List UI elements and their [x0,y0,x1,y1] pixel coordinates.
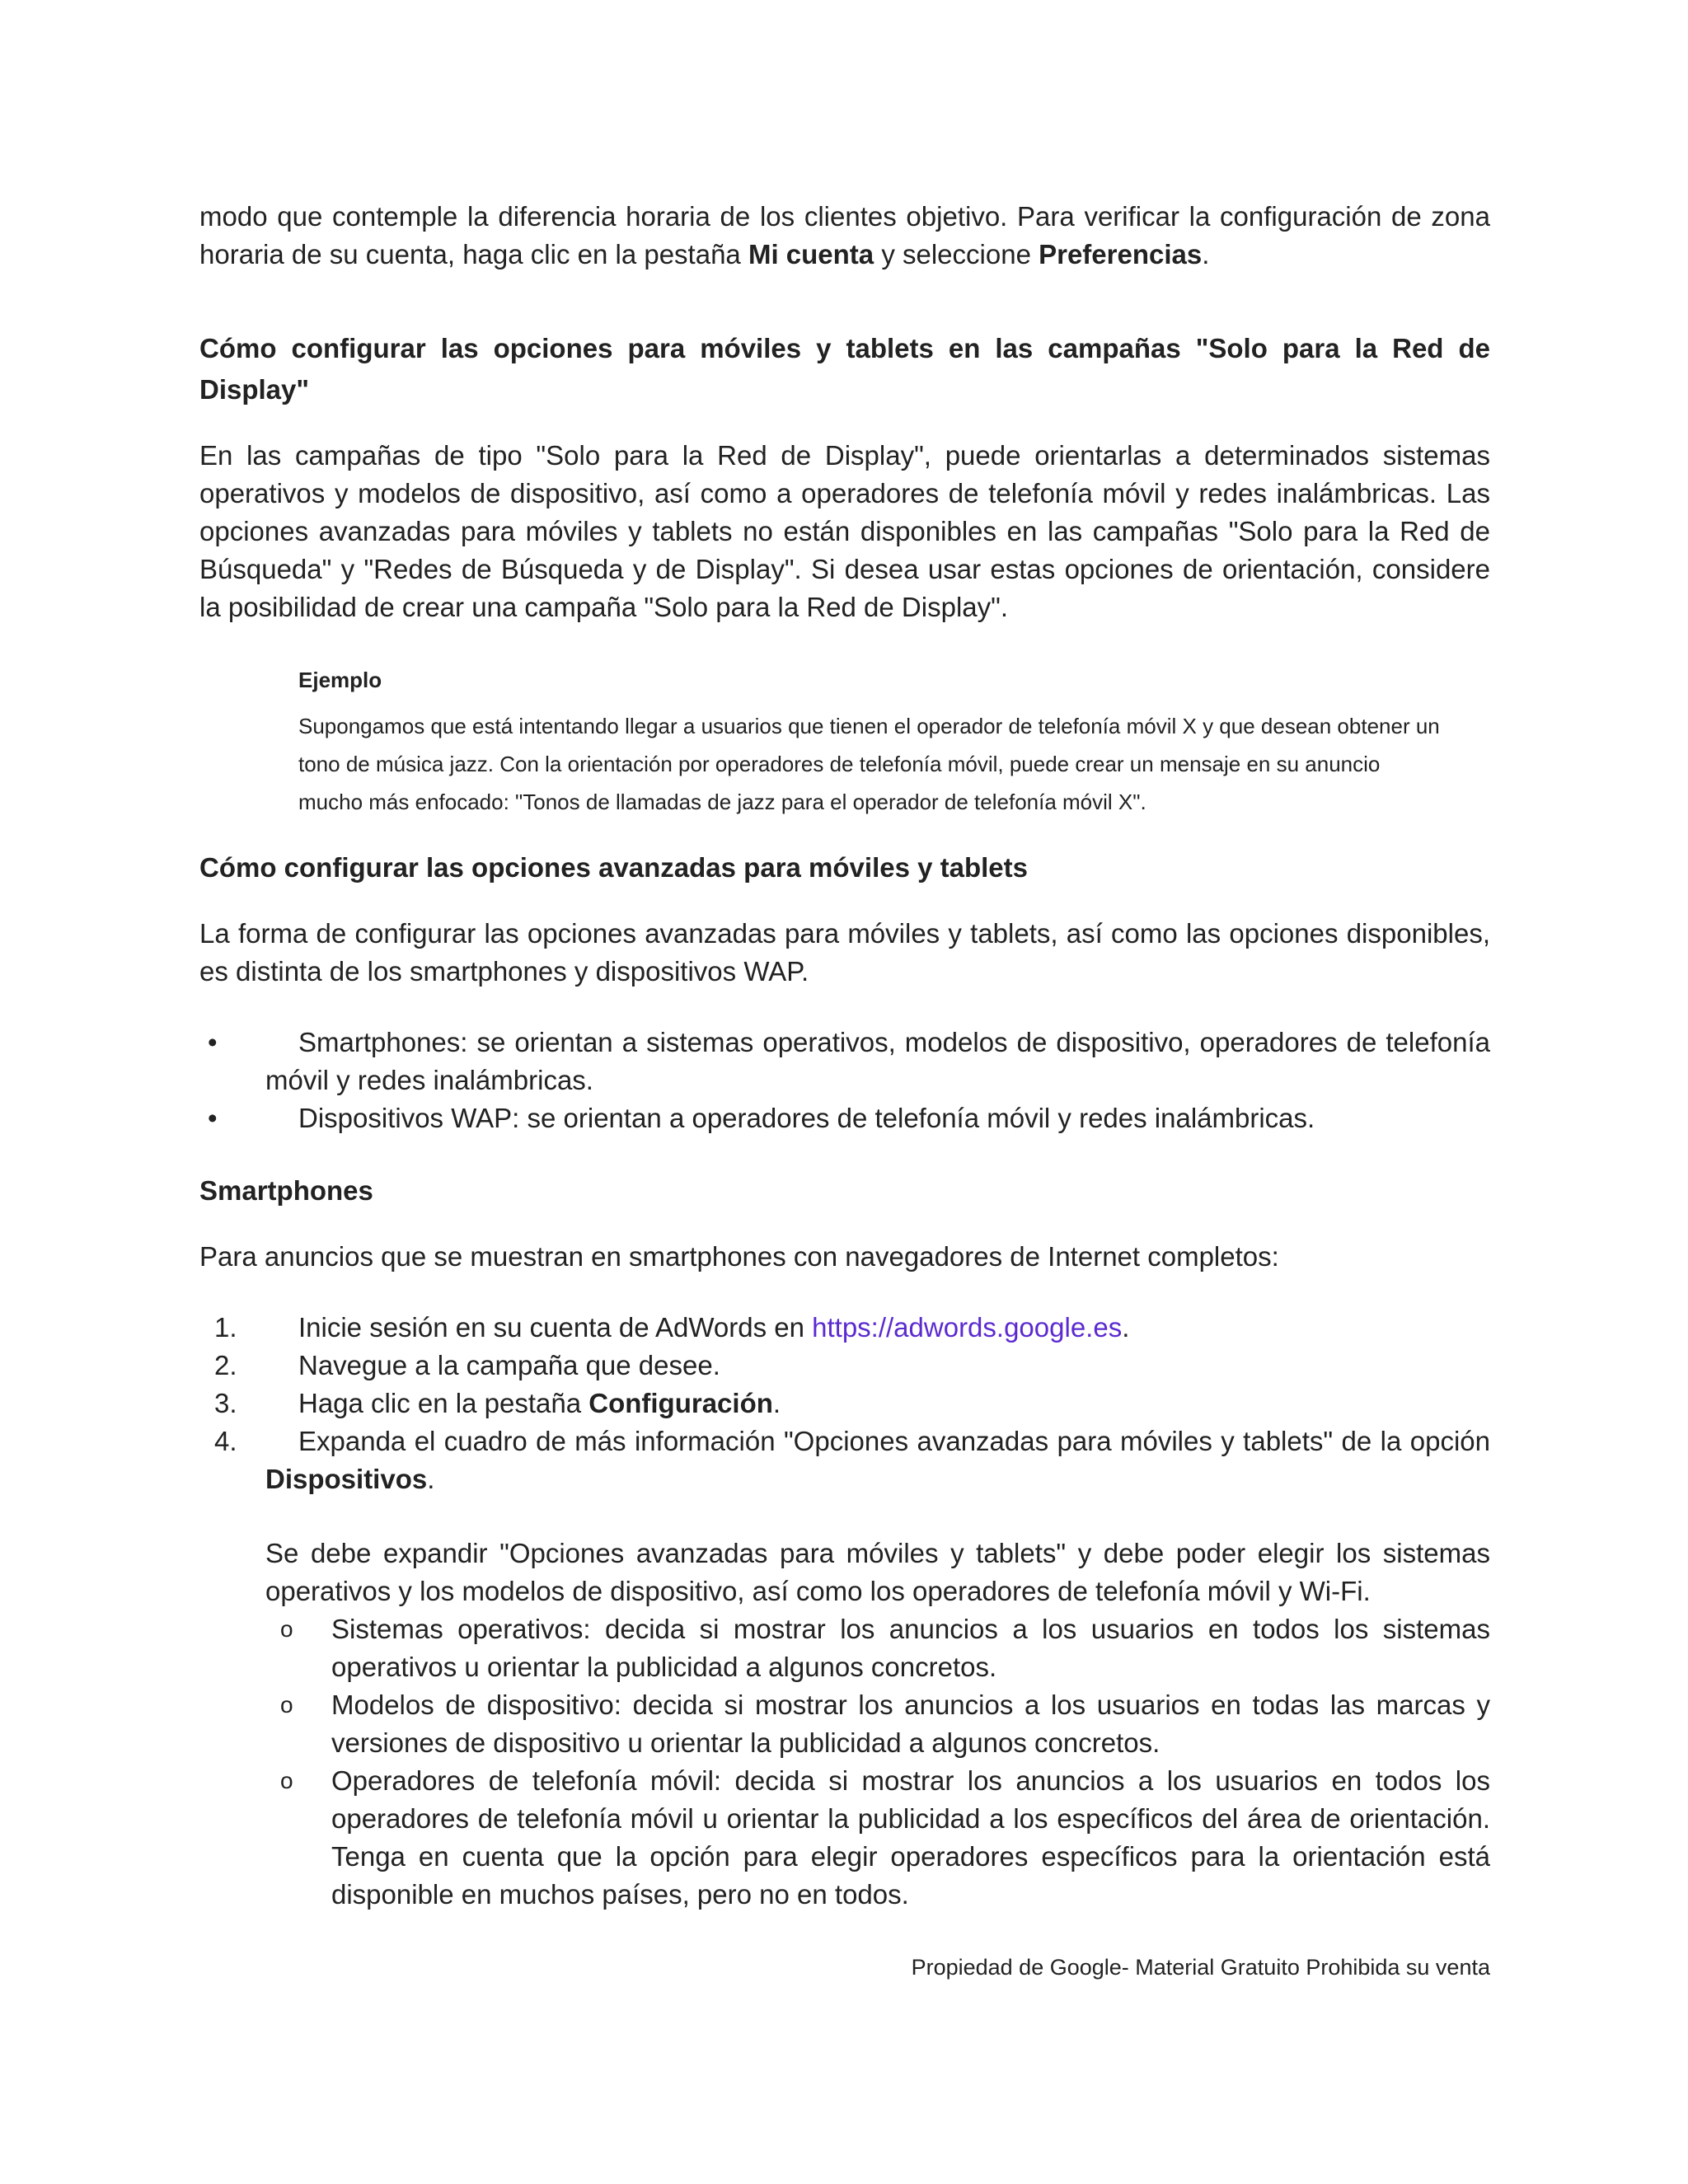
sub-bullet-models: Modelos de dispositivo: decida si mostrar los anuncios a los usuarios en todas las marcas y versiones de dispositivo u orientar la publicidad a algunos concretos. [331,1690,1490,1758]
step-text: Navegue a la campaña que desee. [298,1350,720,1380]
example-title: Ejemplo [298,668,382,692]
step-text-end: . [772,1388,781,1418]
step-text: Inicie sesión en su cuenta de AdWords en [298,1312,813,1343]
example-box [298,666,1448,821]
list-item [199,1099,1490,1137]
list-item [265,1686,1490,1762]
intro-text-2: y seleccione [874,239,1039,269]
heading-display-campaigns: Cómo configurar las opciones para móviles y tablets en las campañas "Solo para la Red de Display" [199,333,1490,405]
circle-bullet-icon: o [280,1692,293,1718]
bullet-text-smartphones: Smartphones: se orientan a sistemas operativos, modelos de dispositivo, operadores de telefonía móvil y redes inalámbricas. [265,1027,1490,1095]
step-text: Haga clic en la pestaña [298,1388,589,1418]
step-item [199,1422,1490,1498]
circle-bullet-icon: o [280,1768,293,1793]
step-item [199,1309,1490,1347]
bullet-icon: • [208,1027,218,1057]
list-item [265,1610,1490,1686]
heading-smartphones: Smartphones [199,1175,373,1206]
device-type-list [199,1024,1490,1137]
example-text: Supongamos que está intentando llegar a usuarios que tienen el operador de telefonía móvil X y que desean obtener un tono de música jazz. Con la orientación por operadores de telefonía móvil, puede crear un mensaje en su anuncio mucho más enfocado: "Tonos de llamadas de jazz para el operador de telefonía móvil X". [298,714,1440,814]
intro-bold-preferencias: Preferencias [1039,239,1203,269]
step-item [199,1385,1490,1422]
adwords-link[interactable]: https://adwords.google.es [812,1312,1123,1343]
page-footer: Propiedad de Google- Material Gratuito Prohibida su venta [911,1955,1490,1980]
bullet-icon: • [208,1103,218,1133]
step-bold-dispositivos: Dispositivos [265,1464,428,1494]
step-number: 2. [214,1350,237,1380]
heading-advanced-options: Cómo configurar las opciones avanzadas para móviles y tablets [199,852,1029,883]
step-text-end: . [1122,1312,1130,1343]
intro-text: modo que contemple la diferencia horaria de los clientes objetivo. Para verificar la configuración de zona horaria de su cuenta, haga clic en la pestaña [199,201,1490,269]
paragraph-display-campaigns: En las campañas de tipo "Solo para la Red de Display", puede orientarlas a determinados sistemas operativos y modelos de dispositivo, así como a operadores de telefonía móvil y redes inalámbricas. Las opciones avanzadas para móviles y tablets no están disponibles en las campañas "Solo para la Red de Búsqueda" y "Redes de Búsqueda y de Display". Si desea usar estas opciones de orientación, considere la posibilidad de crear una campaña "Solo para la Red de Display". [199,440,1490,622]
step-number: 4. [214,1426,237,1456]
document-page [199,198,1490,1914]
paragraph-smartphones: Para anuncios que se muestran en smartphones con navegadores de Internet completos: [199,1241,1279,1272]
step-number: 1. [214,1312,237,1343]
step-text-end: . [427,1464,435,1494]
step-item [199,1347,1490,1385]
sub-bullet-operators: Operadores de telefonía móvil: decida si mostrar los anuncios a los usuarios en todos los operadores de telefonía móvil u orientar la publicidad a los específicos del área de orientación. Tenga en cuenta que la opción para elegir operadores específicos para la orientación está disponible en muchos países, pero no en todos. [331,1765,1490,1910]
sub-options-list [265,1610,1490,1914]
intro-text-3: . [1202,239,1210,269]
sub-bullet-os: Sistemas operativos: decida si mostrar los anuncios a los usuarios en todos los sistemas operativos u orientar la publicidad a algunos concretos. [331,1614,1490,1682]
intro-paragraph [199,198,1490,274]
circle-bullet-icon: o [280,1616,293,1642]
sub-paragraph: Se debe expandir "Opciones avanzadas para móviles y tablets" y debe poder elegir los sistemas operativos y los modelos de dispositivo, así como los operadores de telefonía móvil y Wi-Fi. [265,1538,1490,1606]
list-item [199,1024,1490,1099]
step-bold-configuracion: Configuración [588,1388,773,1418]
step-text: Expanda el cuadro de más información "Opciones avanzadas para móviles y tablets" de la opción [298,1426,1490,1456]
step-number: 3. [214,1388,237,1418]
intro-bold-mi-cuenta: Mi cuenta [748,239,874,269]
bullet-text-wap: Dispositivos WAP: se orientan a operadores de telefonía móvil y redes inalámbricas. [298,1103,1315,1133]
steps-list [199,1309,1490,1498]
paragraph-advanced-options: La forma de configurar las opciones avanzadas para móviles y tablets, así como las opciones disponibles, es distinta de los smartphones y dispositivos WAP. [199,918,1490,987]
list-item [265,1762,1490,1914]
